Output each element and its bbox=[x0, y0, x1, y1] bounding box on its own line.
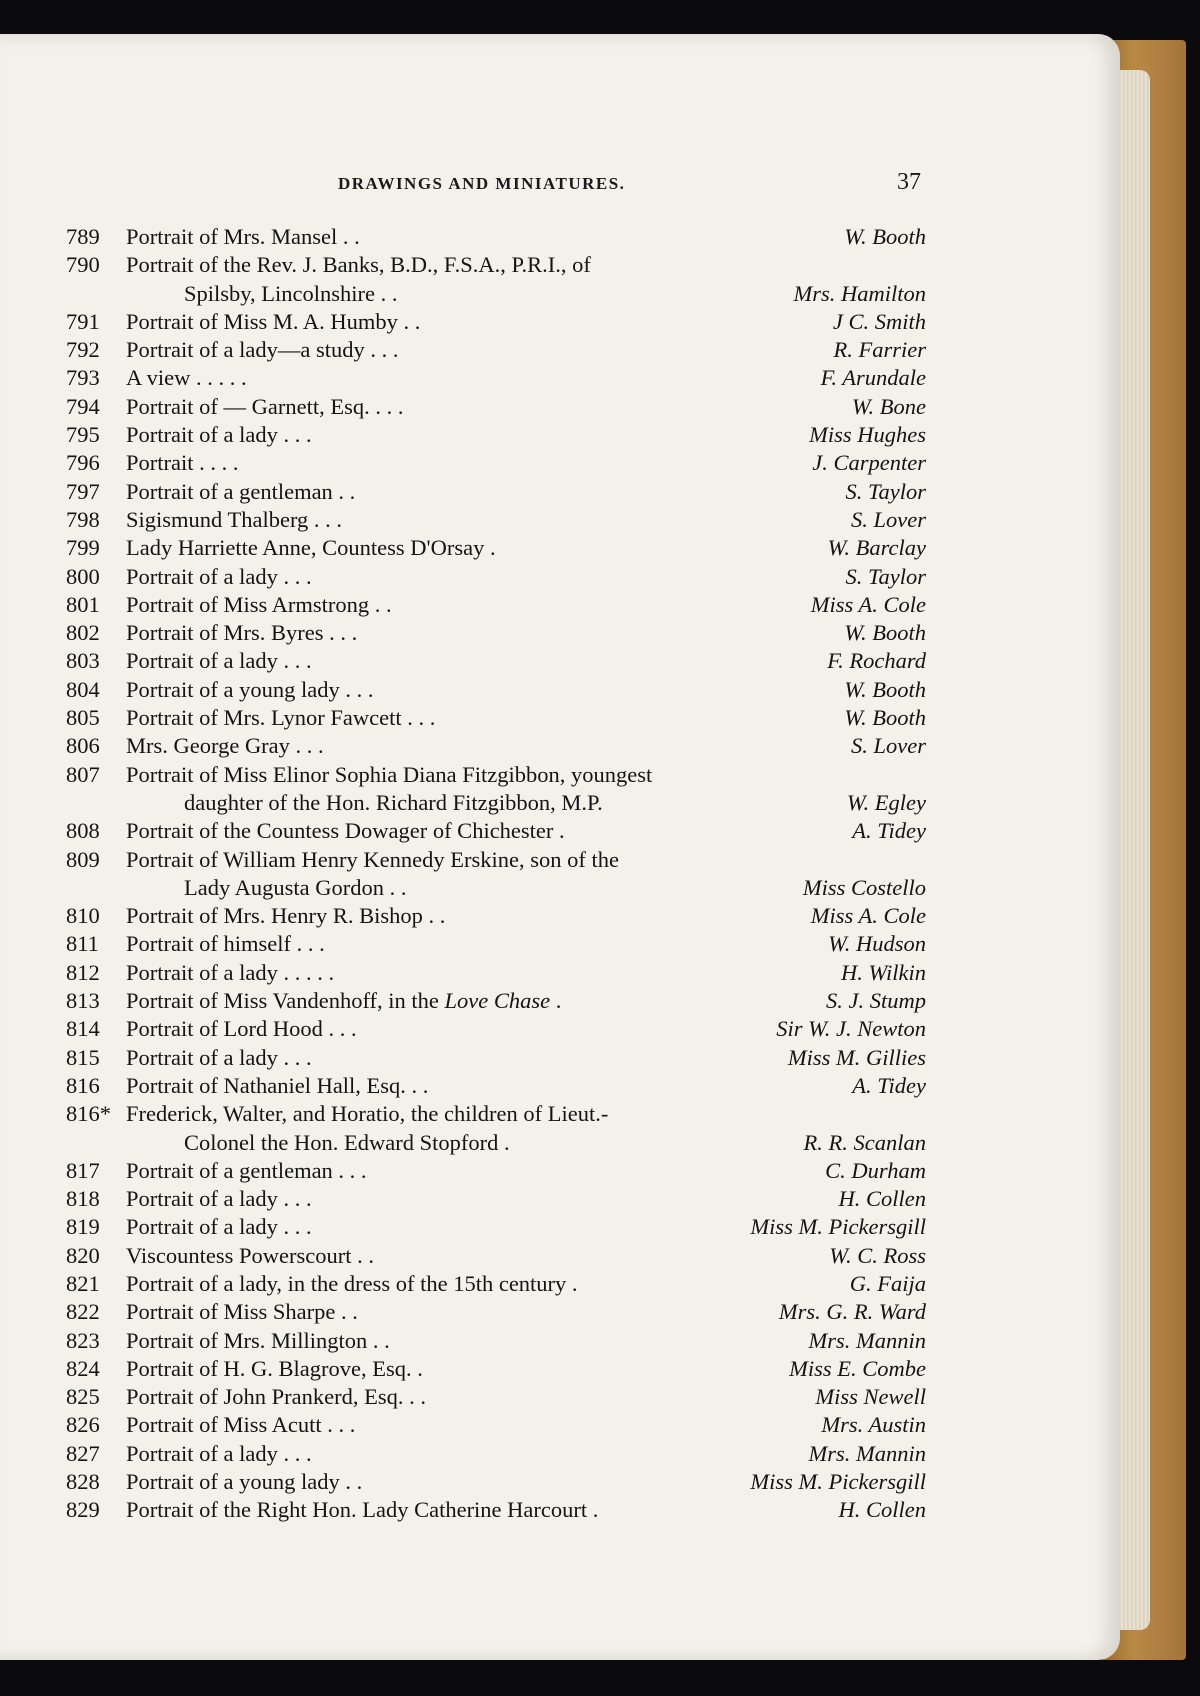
entry-title-text: Portrait of himself . . . bbox=[126, 931, 325, 957]
catalogue-entry bbox=[66, 507, 926, 535]
catalogue-entry bbox=[66, 733, 926, 761]
entry-line bbox=[66, 733, 926, 761]
entry-line bbox=[66, 309, 926, 337]
entry-title-text: Portrait of H. G. Blagrove, Esq. . bbox=[126, 1355, 423, 1381]
entry-title-text: Sigismund Thalberg . . . bbox=[126, 506, 343, 532]
entry-line bbox=[66, 847, 926, 875]
entry-title bbox=[126, 1469, 362, 1495]
entry-title bbox=[126, 733, 324, 759]
book-page bbox=[0, 34, 1120, 1660]
entry-line bbox=[66, 450, 926, 478]
entry-title-text: Mrs. George Gray . . . bbox=[126, 733, 324, 759]
entry-title-text: Portrait of a gentleman . . bbox=[126, 478, 356, 504]
entry-artist: Sir W. J. Newton bbox=[776, 1016, 926, 1042]
entry-artist: Miss A. Cole bbox=[810, 903, 926, 929]
entry-number: 808 bbox=[66, 818, 100, 844]
entry-title bbox=[126, 564, 312, 590]
entry-title bbox=[126, 479, 355, 505]
catalogue-entry bbox=[66, 1441, 926, 1469]
entry-artist: H. Wilkin bbox=[841, 959, 926, 985]
entry-number: 814 bbox=[66, 1016, 100, 1042]
entry-line bbox=[66, 1328, 926, 1356]
entry-title-text: A view . . . . . bbox=[126, 365, 247, 391]
entry-artist: S. Taylor bbox=[845, 563, 926, 589]
entry-number: 809 bbox=[66, 846, 100, 872]
entry-title bbox=[126, 1299, 358, 1325]
entry-artist: S. Taylor bbox=[845, 478, 926, 504]
entry-number: 811 bbox=[66, 931, 99, 957]
entry-title-text: Portrait of a lady . . . . . bbox=[126, 959, 335, 985]
entry-title bbox=[126, 535, 496, 561]
entry-title-italic: Love Chase bbox=[444, 988, 551, 1014]
entry-number: 822 bbox=[66, 1299, 100, 1325]
entry-line bbox=[66, 1130, 926, 1158]
catalogue-entry bbox=[66, 252, 926, 309]
entry-title-text: Portrait of — Garnett, Esq. . . . bbox=[126, 393, 404, 419]
entry-title bbox=[126, 1412, 355, 1438]
catalogue-entry bbox=[66, 1384, 926, 1412]
entry-title-text: daughter of the Hon. Richard Fitzgibbon, M.P. bbox=[184, 789, 603, 815]
entry-number: 800 bbox=[66, 563, 100, 589]
entry-number: 812 bbox=[66, 959, 100, 985]
catalogue-entry bbox=[66, 677, 926, 705]
entry-number: 826 bbox=[66, 1412, 100, 1438]
entry-title bbox=[126, 677, 373, 703]
entry-title bbox=[126, 422, 312, 448]
entry-title-text: Portrait of a lady . . . bbox=[126, 422, 312, 448]
entry-title bbox=[126, 1243, 374, 1269]
entry-title-text: Portrait of Mrs. Mansel . . bbox=[126, 224, 360, 249]
entry-title-text: Portrait of Miss Vandenhoff, in the bbox=[126, 988, 445, 1014]
entry-title-text: Portrait of a lady . . . bbox=[126, 1440, 312, 1466]
entry-number: 807 bbox=[66, 761, 100, 787]
entry-number: 796 bbox=[66, 450, 100, 476]
catalogue-entry bbox=[66, 762, 926, 819]
entry-artist: W. Egley bbox=[846, 789, 926, 815]
entry-artist: W. Hudson bbox=[828, 931, 926, 957]
catalogue-entry bbox=[66, 479, 926, 507]
entry-title-text: Portrait of Lord Hood . . . bbox=[126, 1016, 357, 1042]
catalogue-entry bbox=[66, 564, 926, 592]
entry-line bbox=[66, 479, 926, 507]
entry-title bbox=[126, 450, 239, 476]
entry-title-text: Portrait of a young lady . . . bbox=[126, 676, 374, 702]
entry-title bbox=[126, 847, 619, 873]
catalogue-entry bbox=[66, 1412, 926, 1440]
catalogue-entry bbox=[66, 1299, 926, 1327]
entry-artist: Miss A. Cole bbox=[810, 591, 926, 617]
entry-line bbox=[66, 564, 926, 592]
catalogue-entry bbox=[66, 592, 926, 620]
entry-number: 810 bbox=[66, 903, 100, 929]
entry-number: 797 bbox=[66, 478, 100, 504]
entry-line bbox=[66, 875, 926, 903]
entry-number: 801 bbox=[66, 591, 100, 617]
entry-title-text: Portrait of Mrs. Lynor Fawcett . . . bbox=[126, 705, 436, 731]
entry-line bbox=[66, 1356, 926, 1384]
entry-title bbox=[126, 394, 403, 420]
entry-number: 791 bbox=[66, 308, 100, 334]
entry-line bbox=[66, 988, 926, 1016]
catalogue-entry bbox=[66, 818, 926, 846]
entry-line bbox=[66, 224, 926, 252]
catalogue-entry bbox=[66, 394, 926, 422]
entry-number: 816* bbox=[66, 1101, 111, 1127]
entry-number: 825 bbox=[66, 1384, 100, 1410]
entry-line bbox=[66, 931, 926, 959]
entry-title bbox=[126, 1356, 423, 1382]
entry-artist: Miss Newell bbox=[815, 1384, 926, 1410]
catalogue-entry bbox=[66, 1243, 926, 1271]
catalogue-entry bbox=[66, 1271, 926, 1299]
entry-title-text: Portrait of a lady, in the dress of the 15th century . bbox=[126, 1270, 578, 1296]
entry-title bbox=[126, 1214, 312, 1240]
entry-line bbox=[66, 1214, 926, 1242]
entry-number: 804 bbox=[66, 676, 100, 702]
entry-title bbox=[126, 620, 357, 646]
entry-line bbox=[66, 1186, 926, 1214]
entry-title-text: Portrait of Nathaniel Hall, Esq. . . bbox=[126, 1072, 429, 1098]
entry-title-text: Portrait of a young lady . . bbox=[126, 1469, 363, 1495]
entry-title bbox=[126, 337, 398, 363]
entry-artist: W. Booth bbox=[844, 620, 926, 646]
entry-title bbox=[126, 960, 334, 986]
catalogue-entries bbox=[66, 224, 926, 1526]
entry-title bbox=[126, 507, 342, 533]
catalogue-entry bbox=[66, 1356, 926, 1384]
entry-number: 789 bbox=[66, 224, 100, 249]
entry-line bbox=[66, 281, 926, 309]
entry-line bbox=[66, 1243, 926, 1271]
entry-line bbox=[66, 677, 926, 705]
catalogue-entry bbox=[66, 1186, 926, 1214]
entry-title bbox=[126, 1101, 608, 1127]
entry-line bbox=[66, 903, 926, 931]
entry-line bbox=[66, 705, 926, 733]
entry-artist: S. Lover bbox=[851, 506, 926, 532]
entry-title-text: Lady Harriette Anne, Countess D'Orsay . bbox=[126, 535, 496, 561]
entry-artist: G. Faija bbox=[849, 1270, 926, 1296]
entry-title-text: Portrait of a lady . . . bbox=[126, 648, 312, 674]
entry-artist: C. Durham bbox=[825, 1157, 926, 1183]
entry-title-text: Lady Augusta Gordon . . bbox=[184, 874, 407, 900]
entry-line bbox=[66, 1441, 926, 1469]
catalogue-entry bbox=[66, 309, 926, 337]
entry-number: 798 bbox=[66, 506, 100, 532]
entry-artist: W. Booth bbox=[844, 705, 926, 731]
entry-artist: J C. Smith bbox=[832, 308, 926, 334]
entry-line bbox=[66, 1016, 926, 1044]
entry-line bbox=[66, 592, 926, 620]
entry-number: 816 bbox=[66, 1072, 100, 1098]
entry-title bbox=[126, 988, 561, 1014]
catalogue-entry bbox=[66, 903, 926, 931]
entry-title bbox=[126, 818, 565, 844]
entry-number: 829 bbox=[66, 1497, 100, 1523]
entry-line bbox=[66, 1045, 926, 1073]
entry-artist: H. Collen bbox=[838, 1186, 926, 1212]
entry-title bbox=[126, 592, 392, 618]
entry-title bbox=[184, 875, 406, 901]
entry-number: 794 bbox=[66, 393, 100, 419]
entry-line bbox=[66, 365, 926, 393]
entry-title-text: Portrait of John Prankerd, Esq. . . bbox=[126, 1384, 426, 1410]
entry-title-text: Portrait of a lady . . . bbox=[126, 1186, 312, 1212]
entry-artist: Miss M. Pickersgill bbox=[750, 1469, 926, 1495]
entry-line bbox=[66, 252, 926, 280]
entry-line bbox=[66, 535, 926, 563]
entry-title-text: Portrait of Miss M. A. Humby . . bbox=[126, 308, 421, 334]
entry-number: 799 bbox=[66, 535, 100, 561]
entry-line bbox=[66, 1412, 926, 1440]
entry-title-text: Viscountess Powerscourt . . bbox=[126, 1242, 374, 1268]
entry-artist: Mrs. Hamilton bbox=[793, 280, 926, 306]
entry-number: 805 bbox=[66, 705, 100, 731]
entry-line bbox=[66, 1469, 926, 1497]
entry-line bbox=[66, 648, 926, 676]
entry-number: 820 bbox=[66, 1242, 100, 1268]
entry-artist: S. J. Stump bbox=[826, 988, 926, 1014]
entry-number: 815 bbox=[66, 1044, 100, 1070]
entry-title bbox=[126, 762, 652, 788]
catalogue-entry bbox=[66, 1101, 926, 1158]
entry-artist: W. C. Ross bbox=[829, 1242, 926, 1268]
catalogue-entry bbox=[66, 960, 926, 988]
catalogue-entry bbox=[66, 648, 926, 676]
entry-title bbox=[126, 1186, 312, 1212]
catalogue-entry bbox=[66, 1469, 926, 1497]
entry-title bbox=[126, 309, 420, 335]
catalogue-entry bbox=[66, 535, 926, 563]
entry-title-text: Portrait of a lady . . . bbox=[126, 1044, 312, 1070]
entry-number: 823 bbox=[66, 1327, 100, 1353]
entry-title-text: Portrait of a lady—a study . . . bbox=[126, 337, 399, 363]
entry-line bbox=[66, 1101, 926, 1129]
entry-artist: Mrs. G. R. Ward bbox=[778, 1299, 926, 1325]
entry-line bbox=[66, 1384, 926, 1412]
entry-title bbox=[126, 1441, 312, 1467]
catalogue-entry bbox=[66, 337, 926, 365]
entry-artist: W. Booth bbox=[844, 224, 926, 249]
entry-number: 790 bbox=[66, 252, 100, 278]
entry-title-text: Colonel the Hon. Edward Stopford . bbox=[184, 1129, 510, 1155]
catalogue-entry bbox=[66, 847, 926, 904]
entry-number: 827 bbox=[66, 1440, 100, 1466]
catalogue-entry bbox=[66, 450, 926, 478]
entry-title-text: Portrait of Miss Acutt . . . bbox=[126, 1412, 356, 1438]
entry-number: 824 bbox=[66, 1355, 100, 1381]
catalogue-entry bbox=[66, 1158, 926, 1186]
catalogue-entry bbox=[66, 1016, 926, 1044]
entry-artist: R. R. Scanlan bbox=[803, 1129, 926, 1155]
entry-number: 793 bbox=[66, 365, 100, 391]
entry-number: 795 bbox=[66, 422, 100, 448]
catalogue-entry bbox=[66, 620, 926, 648]
entry-title bbox=[126, 903, 445, 929]
entry-line bbox=[66, 1073, 926, 1101]
entry-number: 792 bbox=[66, 337, 100, 363]
entry-title bbox=[184, 281, 398, 307]
entry-title bbox=[126, 1045, 312, 1071]
entry-number: 828 bbox=[66, 1469, 100, 1495]
entry-title-text: Portrait of Mrs. Millington . . bbox=[126, 1327, 390, 1353]
entry-number: 819 bbox=[66, 1214, 100, 1240]
entry-title-text: Portrait of Miss Sharpe . . bbox=[126, 1299, 358, 1325]
entry-title-text: Spilsby, Lincolnshire . . bbox=[184, 280, 398, 306]
catalogue-entry bbox=[66, 1214, 926, 1242]
entry-artist: W. Barclay bbox=[827, 535, 926, 561]
entry-title-after: . bbox=[550, 988, 562, 1014]
entry-title-text: Portrait of a lady . . . bbox=[126, 1214, 312, 1240]
entry-title bbox=[184, 1130, 510, 1156]
entry-artist: F. Arundale bbox=[820, 365, 926, 391]
entry-artist: Miss M. Pickersgill bbox=[750, 1214, 926, 1240]
entry-title bbox=[126, 1328, 390, 1354]
entry-line bbox=[66, 762, 926, 790]
entry-title bbox=[126, 931, 325, 957]
entry-title-text: Frederick, Walter, and Horatio, the children of Lieut.- bbox=[126, 1101, 609, 1127]
entry-artist: Miss E. Combe bbox=[789, 1355, 926, 1381]
entry-number: 813 bbox=[66, 988, 100, 1014]
catalogue-entry bbox=[66, 705, 926, 733]
entry-line bbox=[66, 1158, 926, 1186]
entry-title bbox=[126, 1271, 578, 1297]
entry-number: 818 bbox=[66, 1186, 100, 1212]
entry-line bbox=[66, 394, 926, 422]
entry-title bbox=[126, 1158, 367, 1184]
entry-artist: R. Farrier bbox=[833, 337, 926, 363]
entry-title-text: Portrait of a lady . . . bbox=[126, 563, 312, 589]
catalogue-entry bbox=[66, 422, 926, 450]
entry-title-text: Portrait of Mrs. Henry R. Bishop . . bbox=[126, 903, 446, 929]
entry-line bbox=[66, 507, 926, 535]
catalogue-entry bbox=[66, 1045, 926, 1073]
entry-title bbox=[126, 1016, 357, 1042]
catalogue-entry bbox=[66, 1328, 926, 1356]
entry-number: 817 bbox=[66, 1157, 100, 1183]
entry-line bbox=[66, 620, 926, 648]
catalogue-entry bbox=[66, 224, 926, 252]
entry-artist: A. Tidey bbox=[852, 1072, 926, 1098]
entry-line bbox=[66, 1299, 926, 1327]
entry-artist: Mrs. Mannin bbox=[808, 1327, 926, 1353]
entry-title bbox=[126, 1073, 428, 1099]
entry-title-text: Portrait of the Right Hon. Lady Catherine Harcourt . bbox=[126, 1497, 599, 1523]
entry-title-text: Portrait of Miss Armstrong . . bbox=[126, 591, 392, 617]
entry-title bbox=[126, 365, 247, 391]
entry-title-text: Portrait of Mrs. Byres . . . bbox=[126, 620, 358, 646]
entry-artist: W. Booth bbox=[844, 676, 926, 702]
entry-artist: H. Collen bbox=[838, 1497, 926, 1523]
entry-title-text: Portrait of the Countess Dowager of Chichester . bbox=[126, 818, 565, 844]
entry-title-text: Portrait . . . . bbox=[126, 450, 239, 476]
entry-artist: Miss M. Gillies bbox=[787, 1044, 926, 1070]
entry-artist: Mrs. Mannin bbox=[808, 1440, 926, 1466]
entry-number: 821 bbox=[66, 1270, 100, 1296]
catalogue-entry bbox=[66, 988, 926, 1016]
entry-line bbox=[66, 818, 926, 846]
catalogue-entry bbox=[66, 1073, 926, 1101]
entry-line bbox=[66, 960, 926, 988]
entry-artist: Miss Hughes bbox=[809, 422, 926, 448]
entry-line bbox=[66, 1497, 926, 1525]
entry-line bbox=[66, 422, 926, 450]
entry-line bbox=[66, 337, 926, 365]
entry-artist: S. Lover bbox=[851, 733, 926, 759]
running-title: DRAWINGS AND MINIATURES. bbox=[338, 174, 626, 193]
entry-title bbox=[126, 705, 435, 731]
catalogue-entry bbox=[66, 931, 926, 959]
entry-number: 802 bbox=[66, 620, 100, 646]
entry-title-text: Portrait of William Henry Kennedy Erskine, son of the bbox=[126, 846, 619, 872]
entry-title bbox=[126, 1384, 426, 1410]
entry-title-text: Portrait of the Rev. J. Banks, B.D., F.S.A., P.R.I., of bbox=[126, 252, 591, 278]
page-number: 37 bbox=[897, 169, 921, 195]
entry-title-text: Portrait of Miss Elinor Sophia Diana Fitzgibbon, youngest bbox=[126, 761, 653, 787]
entry-title bbox=[126, 1497, 598, 1523]
entry-artist: A. Tidey bbox=[852, 818, 926, 844]
entry-artist: F. Rochard bbox=[827, 648, 926, 674]
entry-title-text: Portrait of a gentleman . . . bbox=[126, 1157, 367, 1183]
catalogue-entry bbox=[66, 1497, 926, 1525]
entry-artist: Miss Costello bbox=[802, 874, 926, 900]
entry-number: 803 bbox=[66, 648, 100, 674]
entry-title bbox=[126, 252, 591, 278]
entry-artist: Mrs. Austin bbox=[821, 1412, 926, 1438]
entry-line bbox=[66, 1271, 926, 1299]
entry-title bbox=[184, 790, 603, 816]
entry-line bbox=[66, 790, 926, 818]
entry-artist: J. Carpenter bbox=[812, 450, 926, 476]
entry-title bbox=[126, 224, 360, 250]
entry-artist: W. Bone bbox=[851, 393, 926, 419]
catalogue-entry bbox=[66, 365, 926, 393]
entry-number: 806 bbox=[66, 733, 100, 759]
entry-title bbox=[126, 648, 312, 674]
